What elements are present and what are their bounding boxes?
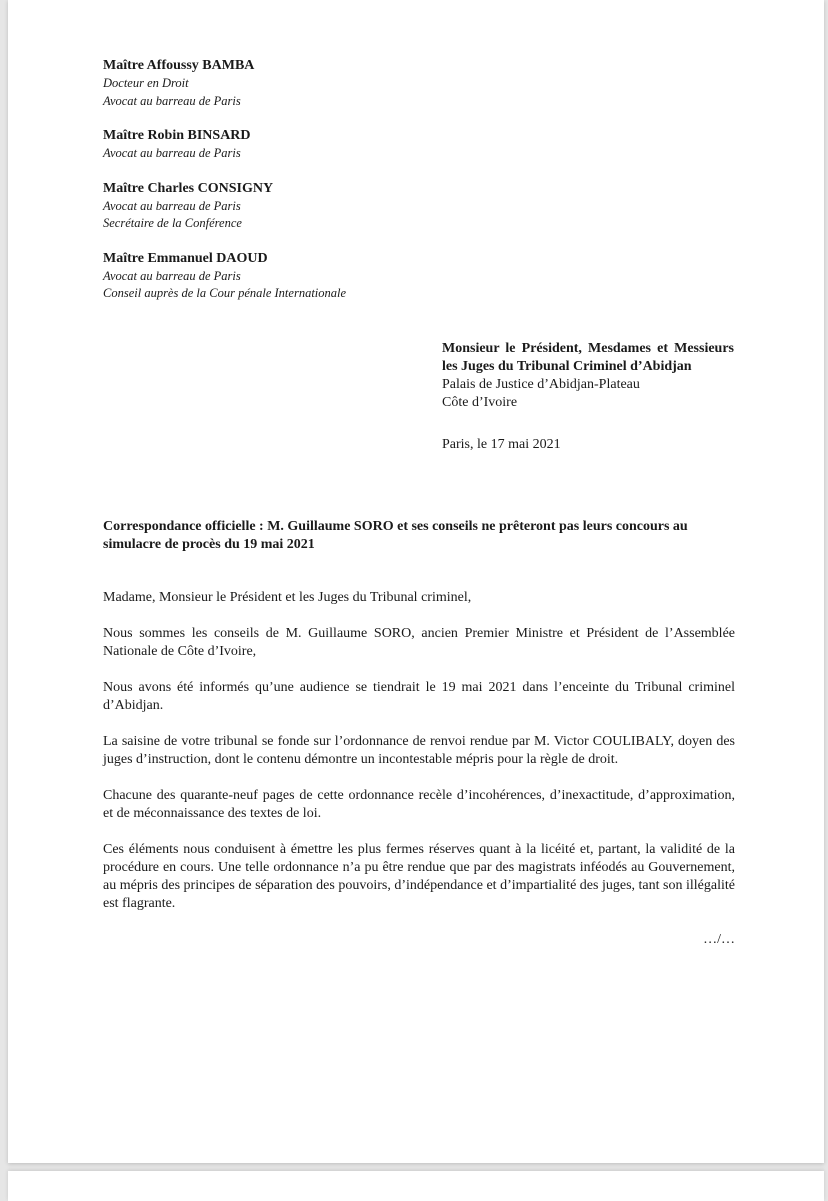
recipient-address-line: Côte d’Ivoire xyxy=(442,395,518,410)
lawyer-title: Conseil auprès de la Cour pénale Internationale xyxy=(103,286,347,300)
lawyer-title: Avocat au barreau de Paris xyxy=(103,198,241,213)
lawyer-name: Maître Affoussy BAMBA xyxy=(103,58,255,73)
letter-paragraph: Nous sommes les conseils de M. Guillaume SORO, ancien Premier Ministre et Président de l’Assemblée Nationale de Côte d’Ivoire, xyxy=(103,626,735,659)
letter-paragraph: La saisine de votre tribunal se fonde sur l’ordonnance de renvoi rendue par M. Victor COULIBALY, doyen des juges d’instruction, dont le contenu démontre un incontestable mépris pour la règle de droit. xyxy=(103,734,735,767)
lawyer-name: Maître Emmanuel DAOUD xyxy=(103,250,268,266)
letter-paragraph: Chacune des quarante-neuf pages de cette ordonnance recèle d’incohérences, d’inexactitude, d’approximation, et de méconnaissance des textes de loi. xyxy=(103,788,735,821)
letter-subject: Correspondance officielle : M. Guillaume SORO et ses conseils ne prêteront pas leurs concours au simulacre de procès du 19 mai 2021 xyxy=(103,519,688,552)
lawyer-block xyxy=(103,127,503,163)
lawyer-title: Docteur en Droit xyxy=(103,76,189,90)
lawyer-title: Avocat au barreau de Paris xyxy=(103,268,241,283)
recipient-name: Monsieur le Président, Mesdames et Messieurs les Juges du Tribunal Criminel d’Abidjan xyxy=(442,341,734,374)
letter-body xyxy=(103,518,735,949)
lawyer-title: Avocat au barreau de Paris xyxy=(103,93,241,108)
recipient-address-line: Palais de Justice d’Abidjan-Plateau xyxy=(442,377,640,392)
lawyer-block xyxy=(103,250,503,303)
lawyers-header xyxy=(103,57,503,320)
continuation-mark: …/… xyxy=(703,932,735,947)
lawyer-title: Secrétaire de la Conférence xyxy=(103,216,242,230)
lawyer-name: Maître Robin BINSARD xyxy=(103,128,251,143)
letter-date: Paris, le 17 mai 2021 xyxy=(442,437,561,452)
letter-paragraph: Ces éléments nous conduisent à émettre les plus fermes réserves quant à la licéité et, partant, la validité de la procédure en cours. Une telle ordonnance n’a pu être rendue que par des magistrats inféodés au Gouvernement, au mépris des principes de séparation des pouvoirs, d’indépendance et d’impartialité des juges, tant son illégalité est flagrante. xyxy=(103,842,735,911)
letter-salutation: Madame, Monsieur le Président et les Juges du Tribunal criminel, xyxy=(103,590,472,605)
letter-paragraph: Nous avons été informés qu’une audience se tiendrait le 19 mai 2021 dans l’enceinte du Tribunal criminel d’Abidjan. xyxy=(103,680,735,713)
lawyer-name: Maître Charles CONSIGNY xyxy=(103,180,274,196)
lawyer-block xyxy=(103,57,503,110)
lawyer-block xyxy=(103,180,503,233)
letter-page xyxy=(8,0,824,1163)
next-page-edge xyxy=(8,1171,824,1201)
recipient-block xyxy=(442,340,734,454)
lawyer-title: Avocat au barreau de Paris xyxy=(103,146,241,160)
